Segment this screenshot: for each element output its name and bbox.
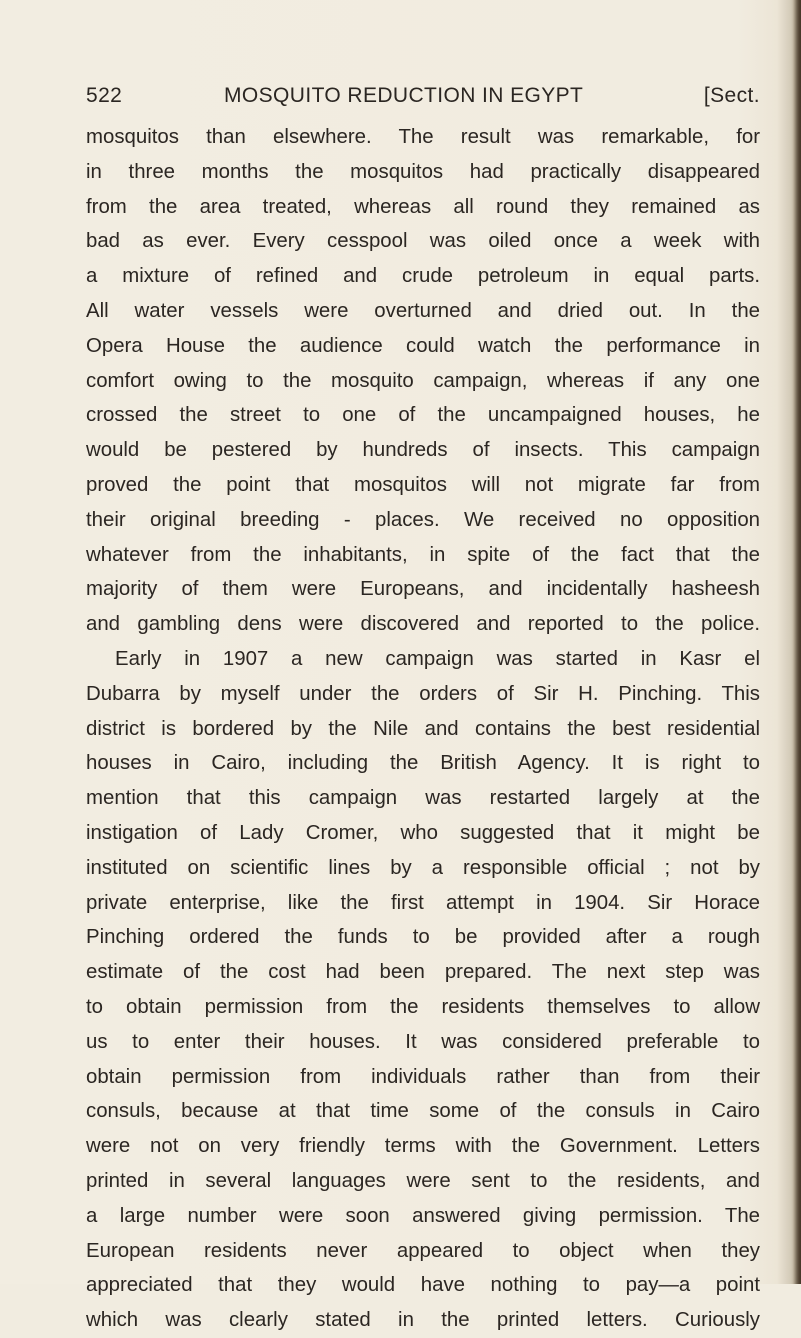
page-edge-shadow: [791, 0, 801, 1284]
text-line: obtain permission from individuals rather than from their: [86, 1065, 760, 1088]
chapter-title: MOSQUITO REDUCTION IN EGYPT: [224, 84, 584, 107]
text-line: were not on very friendly terms with the Government. Letters: [86, 1135, 760, 1158]
text-line: in three months the mosquitos had practically disappeared: [86, 160, 760, 183]
text-line-paragraph-start: Early in 1907 a new campaign was started in Kasr el: [115, 647, 760, 670]
text-line: would be pestered by hundreds of insects. This campaign: [86, 439, 760, 462]
text-line: consuls, because at that time some of the consuls in Cairo: [86, 1100, 760, 1123]
text-line: a mixture of refined and crude petroleum in equal parts.: [86, 265, 760, 288]
text-line: private enterprise, like the first attempt in 1904. Sir Horace: [86, 891, 760, 914]
text-line: to obtain permission from the residents themselves to allow: [86, 995, 760, 1018]
section-mark: [Sect.: [703, 84, 760, 107]
text-line: All water vessels were overturned and dried out. In the: [86, 299, 760, 322]
text-line: us to enter their houses. It was considered preferable to: [86, 1030, 760, 1053]
text-line: houses in Cairo, including the British Agency. It is right to: [86, 752, 760, 775]
text-line: majority of them were Europeans, and incidentally hasheesh: [86, 578, 760, 601]
text-line: their original breeding - places. We received no opposition: [86, 508, 760, 531]
text-line: comfort owing to the mosquito campaign, whereas if any one: [86, 369, 760, 392]
text-line: crossed the street to one of the uncampaigned houses, he: [86, 404, 760, 427]
text-line: proved the point that mosquitos will not migrate far from: [86, 473, 760, 496]
text-line: bad as ever. Every cesspool was oiled once a week with: [86, 230, 760, 253]
text-line: whatever from the inhabitants, in spite of the fact that the: [86, 543, 760, 566]
text-line: and gambling dens were discovered and reported to the police.: [86, 613, 760, 636]
text-line: estimate of the cost had been prepared. The next step was: [86, 961, 760, 984]
running-head: [86, 84, 760, 114]
body-text: [86, 120, 760, 1338]
text-line: printed in several languages were sent to the residents, and: [86, 1169, 760, 1192]
text-line: Dubarra by myself under the orders of Sir H. Pinching. This: [86, 682, 760, 705]
text-line: from the area treated, whereas all round they remained as: [86, 195, 760, 218]
text-line: instituted on scientific lines by a responsible official ; not by: [86, 856, 760, 879]
text-line: European residents never appeared to object when they: [86, 1239, 760, 1262]
text-line: appreciated that they would have nothing to pay—a point: [86, 1274, 760, 1297]
text-line: Opera House the audience could watch the performance in: [86, 334, 760, 357]
text-line: a large number were soon answered giving permission. The: [86, 1204, 760, 1227]
text-line: Pinching ordered the funds to be provided after a rough: [86, 926, 760, 949]
text-line: mosquitos than elsewhere. The result was remarkable, for: [86, 126, 760, 148]
page-number: 522: [86, 84, 123, 107]
text-line: district is bordered by the Nile and contains the best residential: [86, 717, 760, 740]
text-line: instigation of Lady Cromer, who suggested that it might be: [86, 821, 760, 844]
text-line: which was clearly stated in the printed letters. Curiously: [86, 1309, 760, 1332]
text-line: mention that this campaign was restarted largely at the: [86, 787, 760, 810]
